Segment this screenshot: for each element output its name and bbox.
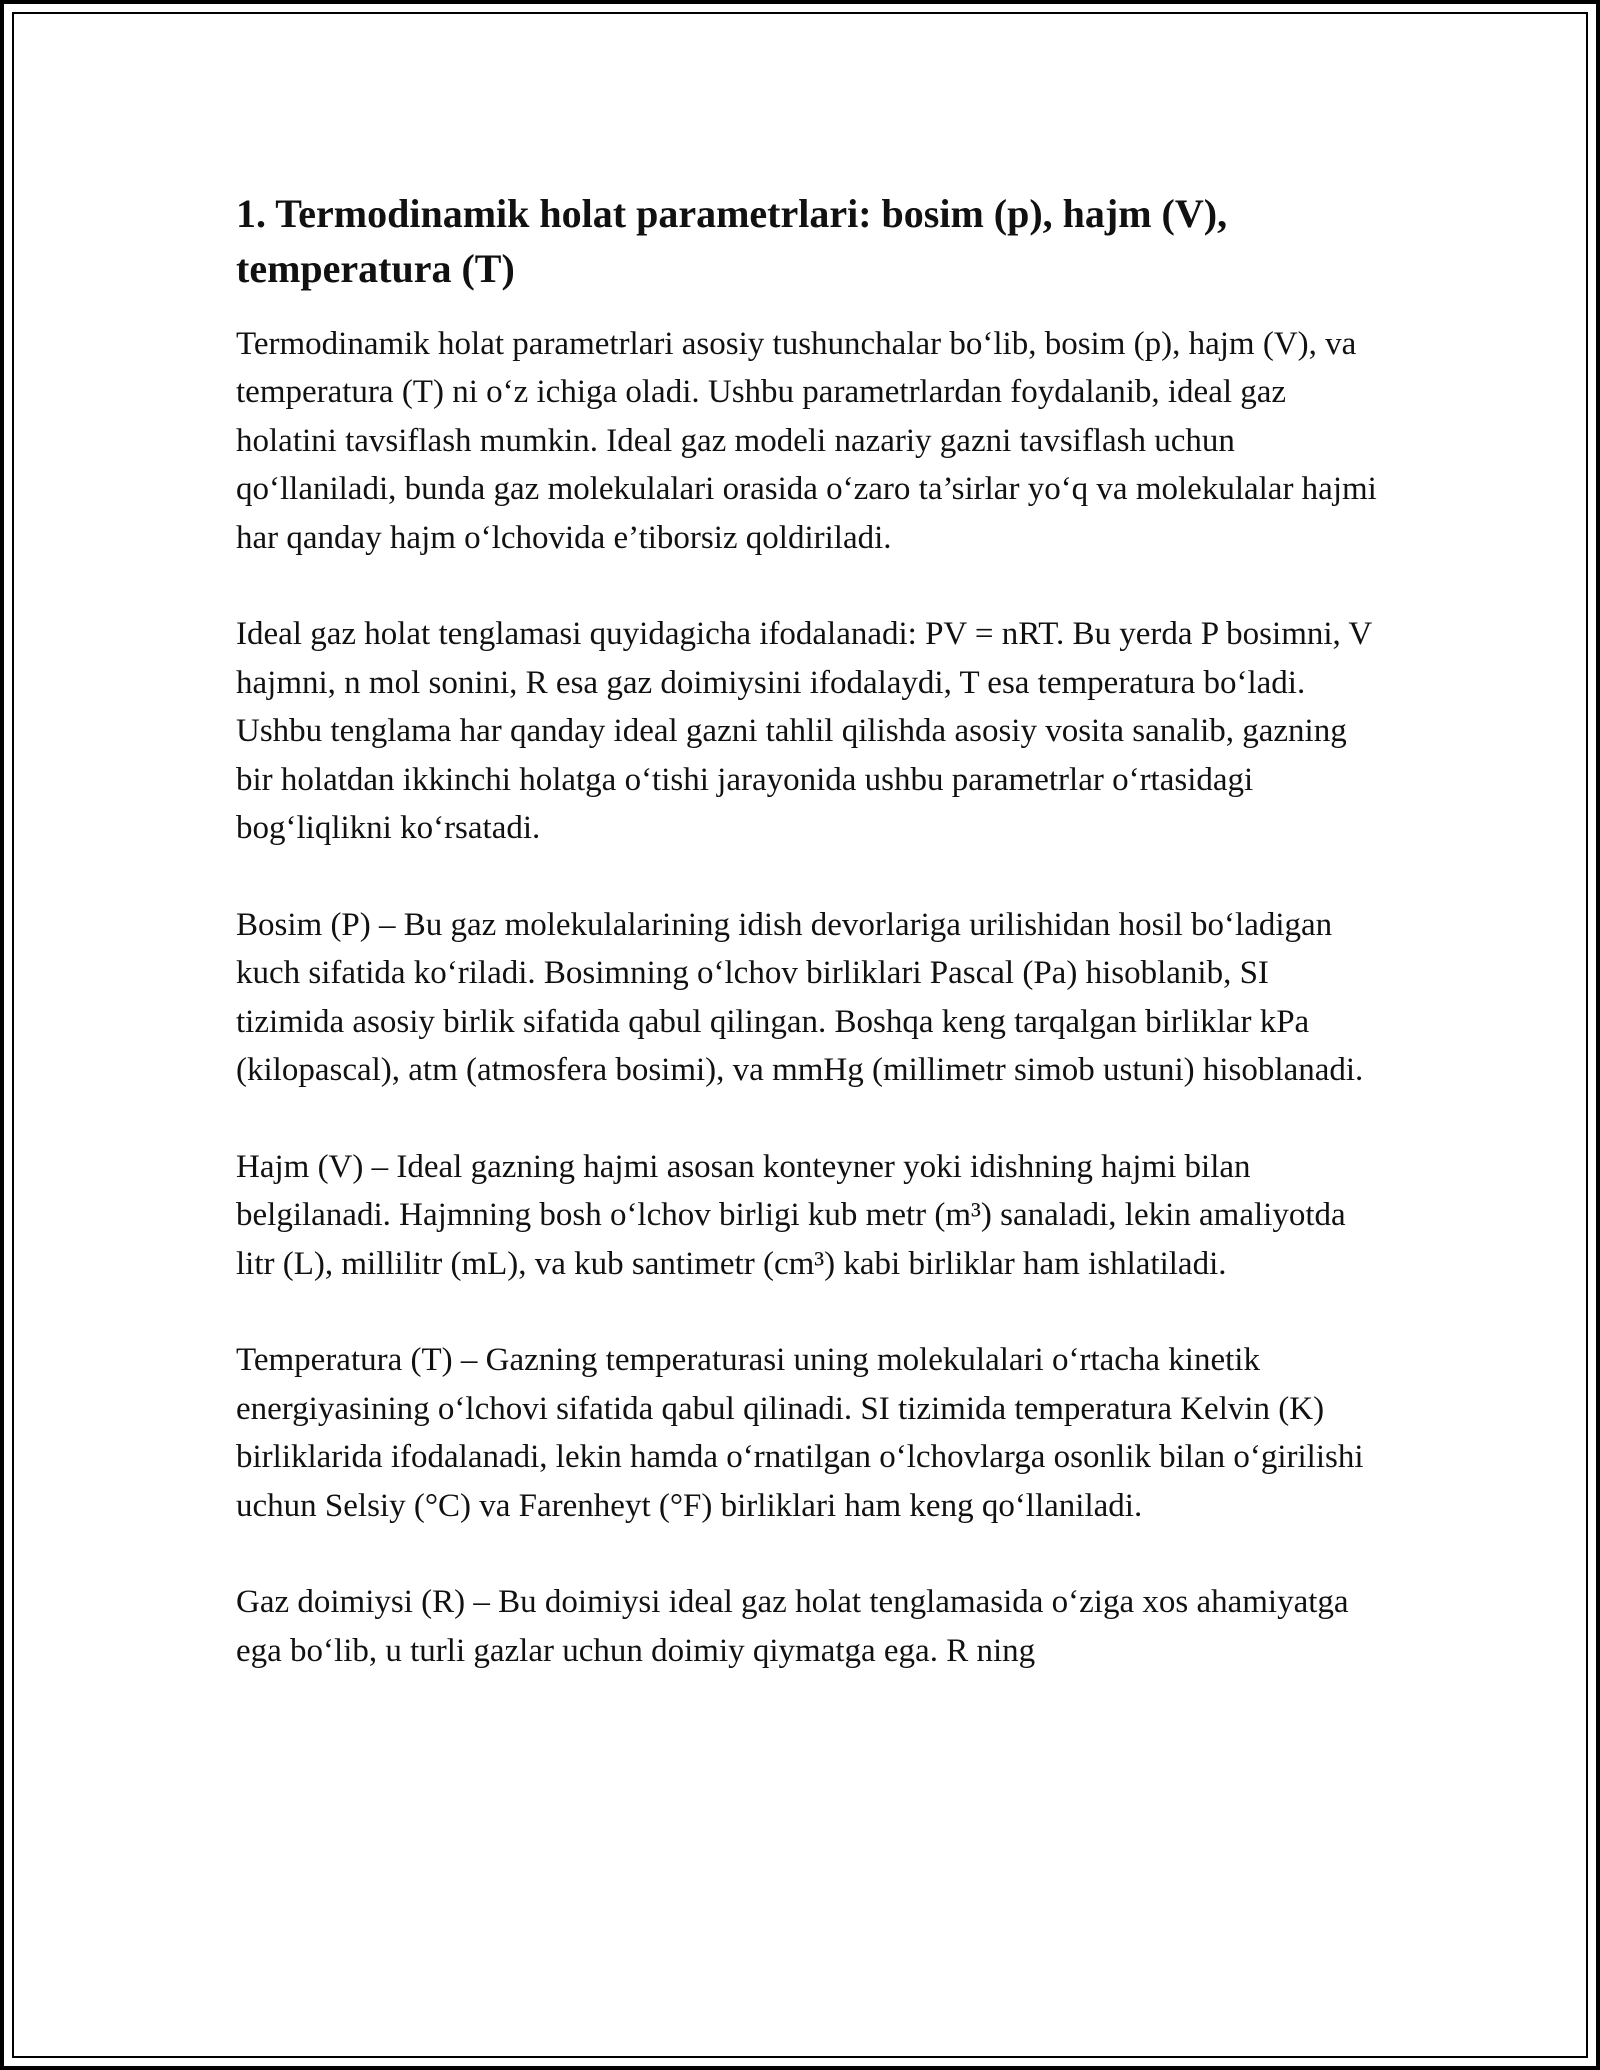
paragraph-equation: Ideal gaz holat tenglamasi quyidagicha ifodalanadi: PV = nRT. Bu yerda P bosimni, V hajmni, n mol sonini, R esa gaz doimiysini ifodalaydi, T esa temperatura bo‘ladi. Ushbu tenglama har qanday ideal gazni tahlil qilishda asosiy vosita sanalib, gazning bir holatdan ikkinchi holatga o‘tishi jarayonida ushbu parametrlar o‘rtasidagi bog‘liqlikni ko‘rsatadi. (236, 616, 1372, 847)
document-body (236, 186, 1384, 1724)
paragraph-volume: Hajm (V) – Ideal gazning hajmi asosan konteyner yoki idishning hajmi bilan belgilanadi. Hajmning bosh o‘lchov birligi kub metr (m³) sanaladi, lekin amaliyotda litr (L), millilitr (mL), va kub santimetr (cm³) kabi birliklar ham ishlatiladi. (236, 1148, 1346, 1282)
section-heading: 1. Termodinamik holat parametrlari: bosim (p), hajm (V), temperatura (T) (236, 191, 1228, 291)
paragraph-gas-constant: Gaz doimiysi (R) – Bu doimiysi ideal gaz holat tenglamasida o‘ziga xos ahamiyatga ega bo‘lib, u turli gazlar uchun doimiy qiymatga ega. R ning (236, 1584, 1349, 1669)
paragraph-temperature: Temperatura (T) – Gazning temperaturasi uning molekulalari o‘rtacha kinetik energiyasining o‘lchovi sifatida qabul qilinadi. SI tizimida temperatura Kelvin (K) birliklarida ifodalanadi, lekin hamda o‘rnatilgan o‘lchovlarga osonlik bilan o‘girilishi uchun Selsiy (°C) va Farenheyt (°F) birliklari ham keng qo‘llaniladi. (236, 1342, 1364, 1524)
paragraph-pressure: Bosim (P) – Bu gaz molekulalarining idish devorlariga urilishidan hosil bo‘ladigan kuch sifatida ko‘riladi. Bosimning o‘lchov birliklari Pascal (Pa) hisoblanib, SI tizimida asosiy birlik sifatida qabul qilingan. Boshqa keng tarqalgan birliklar kPa (kilopascal), atm (atmosfera bosimi), va mmHg (millimetr simob ustuni) hisoblanadi. (236, 906, 1364, 1089)
paragraph-intro: Termodinamik holat parametrlari asosiy tushunchalar bo‘lib, bosim (p), hajm (V), va temperatura (T) ni o‘z ichiga oladi. Ushbu parametrlardan foydalanib, ideal gaz holatini tavsiflash mumkin. Ideal gaz modeli nazariy gazni tavsiflash uchun qo‘llaniladi, bunda gaz molekulalari orasida o‘zaro ta’sirlar yo‘q va molekulalar hajmi har qanday hajm o‘lchovida e’tiborsiz qoldiriladi. (236, 326, 1377, 556)
